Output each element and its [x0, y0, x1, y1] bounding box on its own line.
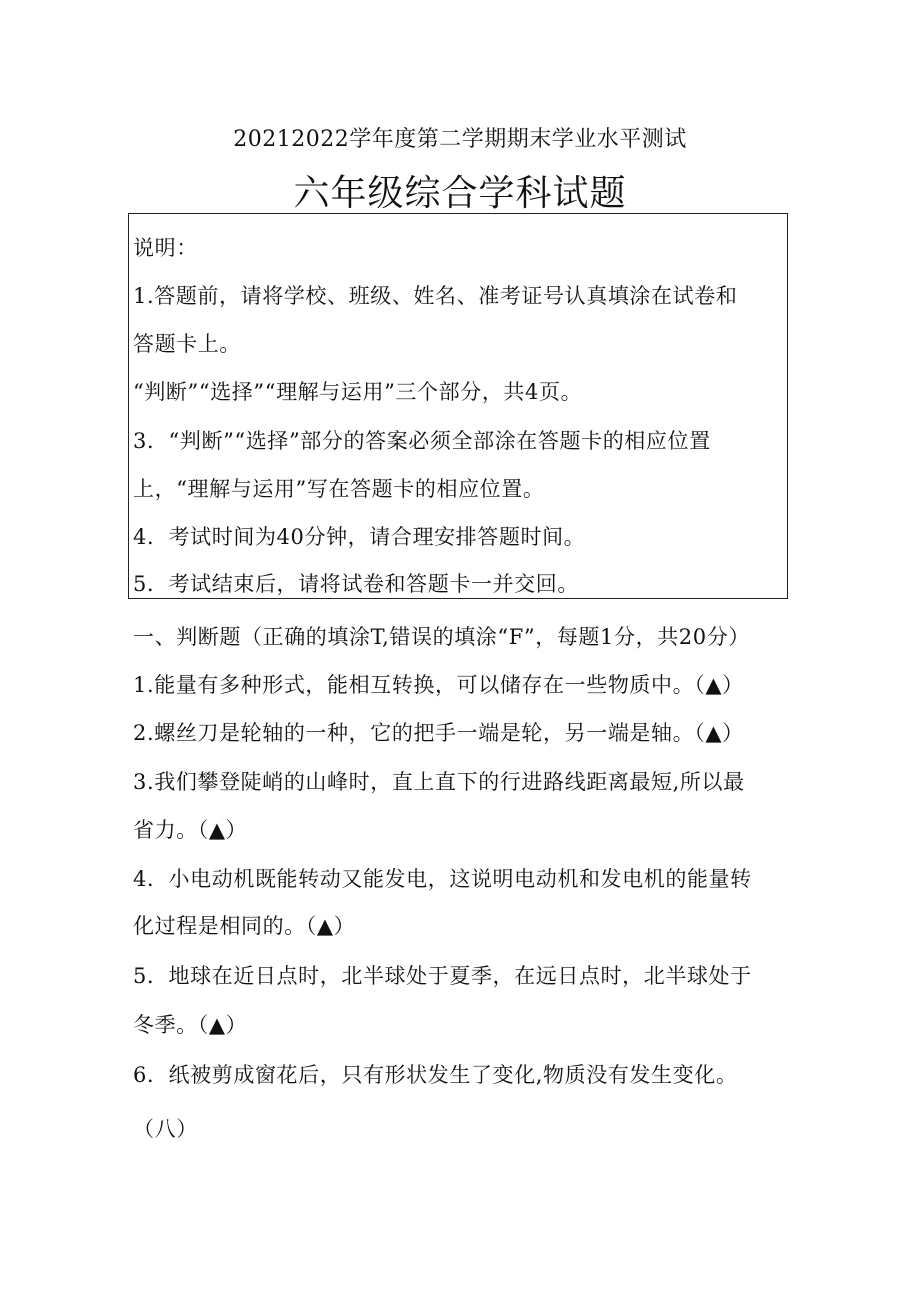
instruction-line: 上，“理解与运用”写在答题卡的相应位置。 — [133, 477, 545, 501]
instructions-heading: 说明： — [133, 236, 198, 260]
question-line: 5．地球在近日点时，北半球处于夏季，在远日点时，北半球处于 — [133, 964, 752, 988]
instruction-line: “判断”“选择”“理解与运用”三个部分，共4页。 — [133, 380, 583, 404]
question-line: 6．纸被剪成窗花后，只有形状发生了变化,物质没有发生变化。 — [133, 1063, 738, 1087]
question-line: 冬季。（▲） — [133, 1013, 248, 1037]
instruction-line: 5．考试结束后，请将试卷和答题卡一并交回。 — [133, 572, 579, 596]
question-line: 1.能量有多种形式，能相互转换，可以储存在一些物质中。（▲） — [133, 673, 744, 697]
question-line: 省力。（▲） — [133, 818, 248, 842]
exam-title: 六年级综合学科试题 — [293, 173, 627, 214]
instruction-line: 答题卡上。 — [133, 332, 241, 356]
question-line: 化过程是相同的。（▲） — [133, 914, 356, 938]
instruction-line: 1.答题前，请将学校、班级、姓名、准考证号认真填涂在试卷和 — [133, 284, 738, 308]
exam-subtitle: 20212022学年度第二学期期末学业水平测试 — [233, 127, 687, 152]
instruction-line: 3．“判断”“选择”部分的答案必须全部涂在答题卡的相应位置 — [133, 429, 711, 453]
question-line: （八） — [133, 1117, 198, 1141]
instructions-box — [128, 213, 788, 599]
question-line: 2.螺丝刀是轮轴的一种，它的把手一端是轮，另一端是轴。（▲） — [133, 721, 744, 745]
instruction-line: 4．考试时间为40分钟，请合理安排答题时间。 — [133, 525, 586, 549]
section-heading: 一、判断题（正确的填涂T,错误的填涂“F”，每题1分，共20分） — [133, 625, 750, 649]
question-line: 3.我们攀登陡峭的山峰时，直上直下的行进路线距离最短,所以最 — [133, 770, 745, 794]
question-line: 4．小电动机既能转动又能发电，这说明电动机和发电机的能量转 — [133, 867, 752, 891]
